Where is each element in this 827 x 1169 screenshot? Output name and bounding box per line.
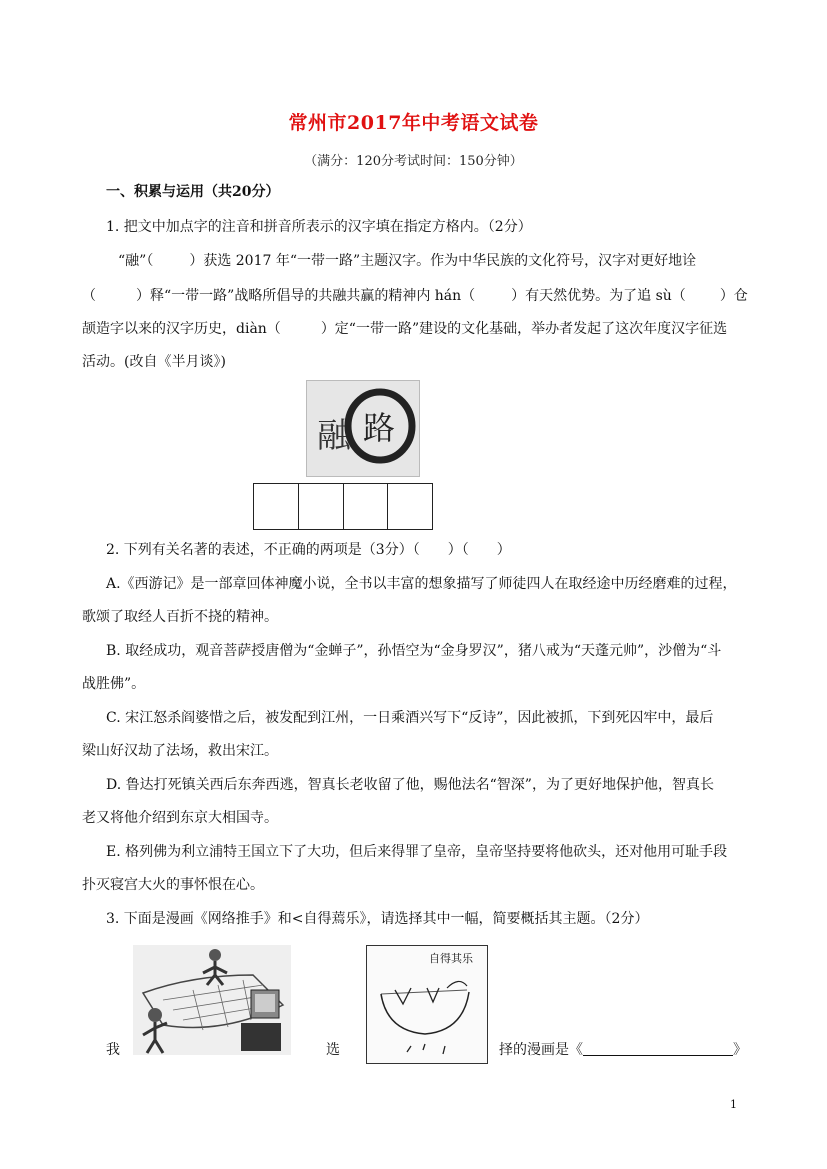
q1-paragraph-line-2	[82, 286, 748, 306]
q3-answer-word-2: 选	[326, 1042, 340, 1058]
cartoon-caption: 自得其乐	[429, 952, 473, 965]
answer-cell[interactable]	[299, 484, 344, 529]
answer-cell[interactable]	[388, 484, 432, 529]
q3-answer-line	[499, 1040, 747, 1060]
q2-option-a: A.《西游记》是一部章回体神魔小说，全书以丰富的想象描写了师徒四人在取经途中历经磨难的过程，	[106, 576, 737, 592]
q1-source: 活动。(改自《半月谈》)	[82, 354, 226, 370]
q1-text: ）释“一带一路”战略所倡导的共融共赢的精神内 hán（	[136, 288, 476, 304]
character-answer-grid	[253, 483, 433, 530]
section-heading: 一、积累与运用（共20分）	[106, 184, 280, 200]
cartoon-self-content	[366, 945, 488, 1064]
page-number: 1	[730, 1098, 737, 1111]
q3-answer-word-1: 我	[106, 1042, 120, 1058]
exam-subtitle: （满分：120分考试时间：150分钟）	[304, 154, 523, 169]
q2-option-a-cont: 歌颂了取经人百折不挠的精神。	[82, 609, 278, 625]
answer-cell[interactable]	[344, 484, 389, 529]
q1-text: ）仓	[719, 288, 748, 304]
q1-text: ）有天然优势。为了追 sù（	[511, 288, 686, 304]
q2-option-e: E. 格列佛为利立浦特王国立下了大功，但后来得罪了皇帝，皇帝坚持要将他砍头，还对他用可耻手段	[106, 844, 728, 860]
q1-text: “融”（	[118, 253, 154, 269]
q2-stem: 2. 下列有关名著的表述，不正确的两项是（3分）（ ）（ ）	[106, 542, 511, 558]
q1-stem: 1. 把文中加点字的注音和拼音所表示的汉字填在指定方格内。（2分）	[106, 219, 532, 235]
q1-text: （	[82, 288, 96, 304]
q1-paragraph-line-1	[106, 251, 696, 271]
seal-char-right: 路	[363, 409, 396, 447]
q2-option-c-cont: 梁山好汉劫了法场，救出宋江。	[82, 743, 278, 759]
q1-text: ）获选 2017 年“一带一路”主题汉字。作为中华民族的文化符号，汉字对更好地诠	[189, 253, 697, 269]
answer-cell[interactable]	[254, 484, 299, 529]
q3-answer-blank[interactable]	[583, 1041, 733, 1056]
q2-option-d-cont: 老又将他介绍到东京大相国寺。	[82, 810, 278, 826]
q2-option-e-cont: 扑灭寝宫大火的事怀恨在心。	[82, 877, 264, 893]
q1-paragraph-line-3	[82, 319, 727, 339]
seal-char-left: 融	[317, 416, 351, 456]
q3-answer-suffix: 》	[733, 1042, 747, 1058]
q2-option-d: D. 鲁达打死镇关西后东奔西逃，智真长老收留了他，赐他法名“智深”，为了更好地保护他，智真长	[106, 777, 714, 793]
seal-image	[306, 380, 420, 477]
q2-option-c: C. 宋江怒杀阎婆惜之后，被发配到江州，一日乘酒兴写下“反诗”，因此被抓，下到死囚牢中，最后	[106, 710, 714, 726]
q1-text: 颉造字以来的汉字历史，diàn（	[82, 321, 281, 337]
exam-title: 常州市2017年中考语文试卷	[288, 112, 539, 134]
q3-answer-prefix: 择的漫画是《	[499, 1042, 583, 1058]
q2-option-b: B. 取经成功，观音菩萨授唐僧为“金蝉子”，孙悟空为“金身罗汉”，猪八戒为“天蓬元帅”，沙僧为“斗	[106, 643, 722, 659]
cartoon-network-promoter	[133, 945, 291, 1055]
q2-option-b-cont: 战胜佛”。	[82, 676, 146, 692]
q3-stem: 3. 下面是漫画《网络推手》和<自得蔫乐》，请选择其中一幅，简要概括其主题。（2分）	[106, 911, 649, 927]
q1-text: ）定“一带一路”建设的文化基础，举办者发起了这次年度汉字征选	[320, 321, 728, 337]
